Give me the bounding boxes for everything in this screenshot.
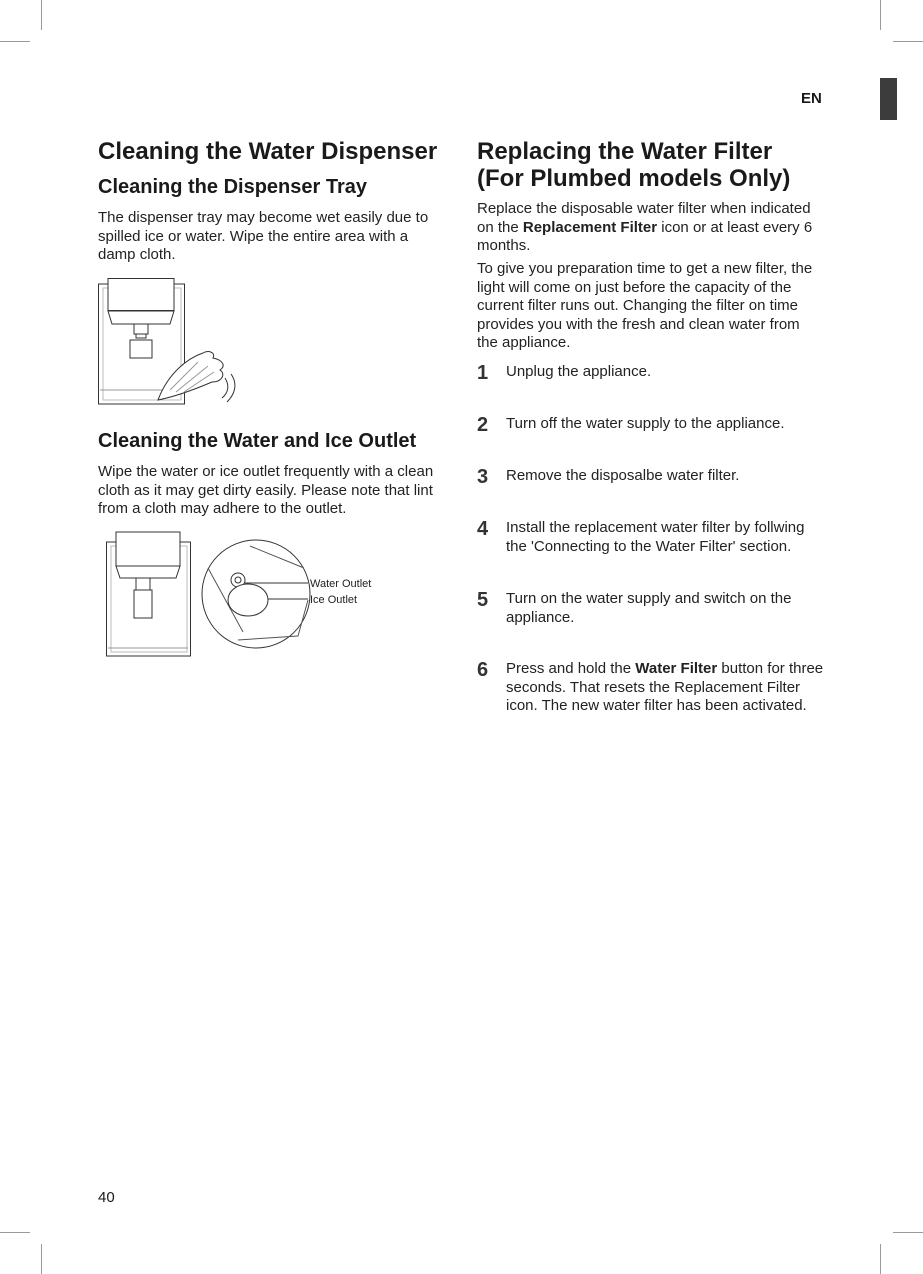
step-6-pre: Press and hold the [506,660,636,677]
crop-mark [41,0,42,30]
title-line-1: Replacing the Water Filter [477,138,773,165]
page-number: 40 [98,1189,115,1206]
filter-intro [477,200,822,256]
water-ice-outlet-illustration [98,528,398,660]
outlet-body: Wipe the water or ice outlet frequently with a clean cloth as it may get dirty easily. Please note that lint from a cloth may adhere to the outlet. [98,463,434,517]
dispenser-tray-illustration [98,278,248,410]
language-label: EN [801,90,822,107]
step-number: 5 [477,589,489,611]
page-title-left: Cleaning the Water Dispenser [98,138,438,165]
step-number: 2 [477,414,489,436]
page-title-right [477,138,837,192]
outlet-heading: Cleaning the Water and Ice Outlet [98,430,417,452]
step-6-post: button for three seconds. That resets the Replacement Filter icon. The new water filter has been activated. [506,660,824,714]
crop-mark [893,41,923,42]
filter-paragraph: To give you preparation time to get a new filter, the light will come on just before the capacity of the current filter runs out. Changing the filter on time provides you with the fresh and clean water from the appliance. [477,260,813,351]
section-tab-marker [880,78,897,120]
step-number: 6 [477,659,489,681]
crop-mark [41,1244,42,1274]
step-text: Remove the disposalbe water filter. [506,467,740,484]
crop-mark [893,1232,923,1233]
step-text: Unplug the appliance. [506,363,652,380]
water-outlet-label: Water Outlet [310,578,372,590]
ice-outlet-label: Ice Outlet [310,594,358,606]
crop-mark [0,1232,30,1233]
step-6-bold: Water Filter [635,660,718,677]
crop-mark [0,41,30,42]
step-text: Turn on the water supply and switch on the appliance. [506,590,792,626]
step-number: 1 [477,362,489,384]
step-text: Install the replacement water filter by follwing the 'Connecting to the Water Filter' section. [506,519,805,555]
tray-heading: Cleaning the Dispenser Tray [98,176,367,198]
crop-mark [880,0,881,30]
step-text [506,660,828,716]
title-line-2: (For Plumbed models Only) [477,165,791,192]
filter-intro-post: icon or at least every 6 months. [477,218,813,254]
step-number: 3 [477,466,489,488]
filter-intro-bold: Replacement Filter [522,218,658,236]
step-text: Turn off the water supply to the appliance. [506,415,785,432]
crop-mark [880,1244,881,1274]
tray-body: The dispenser tray may become wet easily due to spilled ice or water. Wipe the entire area with a damp cloth. [98,209,429,263]
filter-intro-pre: Replace the disposable water filter when indicated on the [477,200,811,236]
step-number: 4 [477,518,489,540]
